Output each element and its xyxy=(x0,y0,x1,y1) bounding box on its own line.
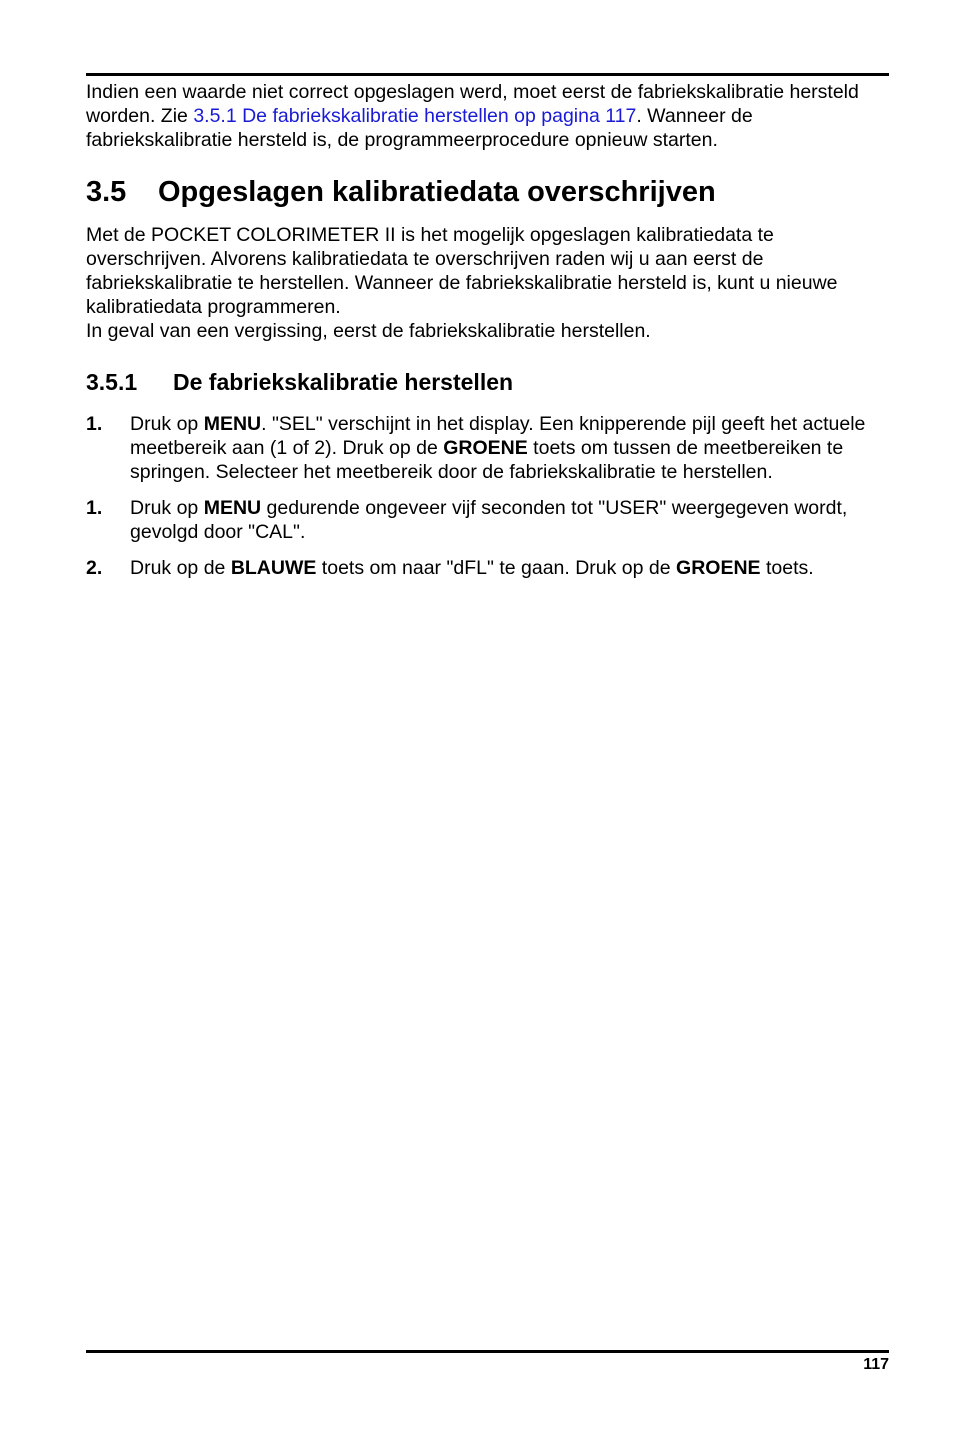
header-rule xyxy=(86,73,889,76)
intro-text-1: Indien een waarde niet correct opgeslagen werd, moet eerst de fabriekskalibratie hersteld worden. Zie xyxy=(86,81,859,127)
section-title: Opgeslagen kalibratiedata overschrijven xyxy=(158,176,716,208)
step-text: Druk op xyxy=(130,413,204,435)
cross-reference-link[interactable]: 3.5.1 De fabriekskalibratie herstellen op pagina 117 xyxy=(193,105,637,127)
footer-rule xyxy=(86,1350,889,1353)
intro-text-2: . Wanneer de fabriekskalibratie hersteld is, de programmeerprocedure opnieuw starten. xyxy=(86,105,753,151)
page-content xyxy=(86,80,889,592)
step-text: toets om tussen de meetbereiken te springen. Selecteer het meetbereik door de fabriekskalibratie te herstellen. xyxy=(130,437,844,483)
step-text: Druk op xyxy=(130,497,204,519)
blue-key-label: BLAUWE xyxy=(230,557,317,579)
menu-key-label: MENU xyxy=(203,497,262,519)
procedure-steps xyxy=(86,412,889,580)
step-number: 1. xyxy=(86,413,103,435)
subsection-title: De fabriekskalibratie herstellen xyxy=(173,369,514,395)
subsection-heading xyxy=(86,368,889,396)
green-key-label: GROENE xyxy=(443,437,528,459)
step-number: 1. xyxy=(86,497,103,519)
step-text: toets. xyxy=(760,557,814,579)
step-text: gedurende ongeveer vijf seconden tot "USER" weergegeven wordt, gevolgd door "CAL". xyxy=(130,497,848,543)
section-paragraph-2: In geval van een vergissing, eerst de fabriekskalibratie herstellen. xyxy=(86,320,651,342)
section-number: 3.5 xyxy=(86,176,127,208)
step-item xyxy=(86,496,889,544)
section-paragraph-1: Met de POCKET COLORIMETER II is het mogelijk opgeslagen kalibratiedata te overschrijven. Alvorens kalibratiedata te overschrijven raden wij u aan eerst de fabriekskalibratie te herstellen. Wanneer de fabriekskalibratie hersteld is, kunt u nieuwe kalibratiedata programmeren. xyxy=(86,224,838,318)
intro-paragraph xyxy=(86,80,889,152)
page-number: 117 xyxy=(863,1356,889,1373)
subsection-number: 3.5.1 xyxy=(86,369,138,395)
green-key-label: GROENE xyxy=(676,557,761,579)
step-item xyxy=(86,412,889,484)
step-text: . "SEL" verschijnt in het display. Een knipperende pijl geeft het actuele meetbereik aan (1 of 2). Druk op de xyxy=(130,413,866,459)
step-number: 2. xyxy=(86,557,103,579)
section-heading xyxy=(86,174,889,210)
step-item xyxy=(86,556,889,580)
step-text: Druk op de xyxy=(130,557,231,579)
menu-key-label: MENU xyxy=(203,413,262,435)
step-text: toets om naar "dFL" te gaan. Druk op de xyxy=(316,557,677,579)
